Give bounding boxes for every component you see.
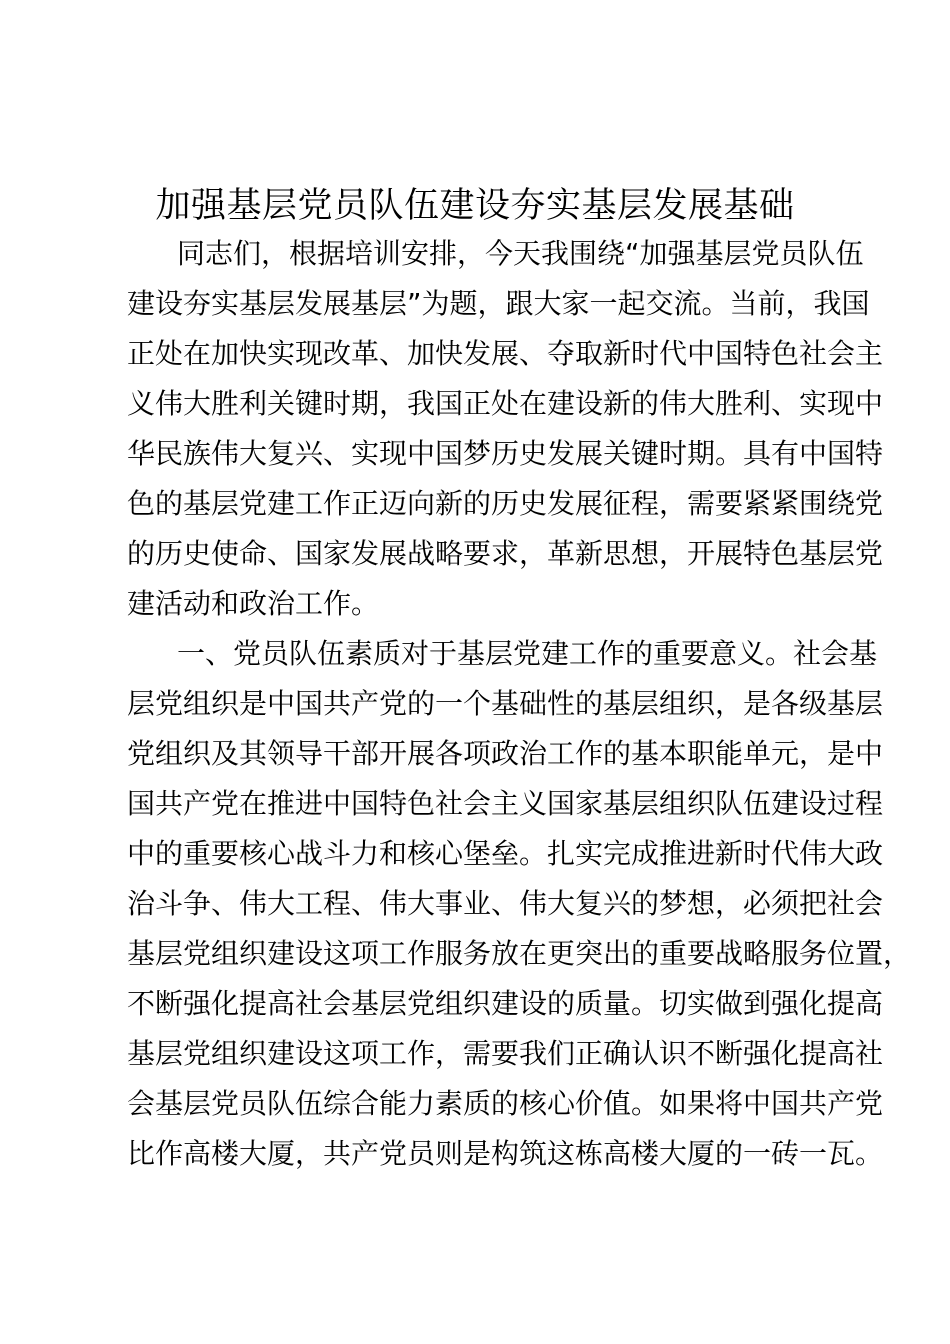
text-line: 中的重要核心战斗力和核心堡垒。扎实完成推进新时代伟大政 — [127, 837, 884, 870]
document-title: 加强基层党员队伍建设夯实基层发展基础 — [155, 186, 795, 226]
text-line: 华民族伟大复兴、实现中国梦历史发展关键时期。具有中国特 — [127, 437, 884, 470]
text-line: 层党组织是中国共产党的一个基础性的基层组织，是各级基层 — [127, 687, 884, 720]
text-line: 会基层党员队伍综合能力素质的核心价值。如果将中国共产党 — [127, 1087, 884, 1120]
text-line: 比作高楼大厦，共产党员则是构筑这栋高楼大厦的一砖一瓦。 — [127, 1137, 884, 1170]
text-line: 同志们，根据培训安排，今天我围绕“加强基层党员队伍 — [177, 237, 864, 270]
text-line: 建设夯实基层发展基层”为题，跟大家一起交流。当前，我国 — [127, 287, 870, 320]
text-line: 一、党员队伍素质对于基层党建工作的重要意义。社会基 — [177, 637, 878, 670]
text-line: 党组织及其领导干部开展各项政治工作的基本职能单元，是中 — [127, 737, 884, 770]
text-line: 色的基层党建工作正迈向新的历史发展征程，需要紧紧围绕党 — [127, 487, 884, 520]
text-line: 治斗争、伟大工程、伟大事业、伟大复兴的梦想，必须把社会 — [127, 887, 884, 920]
text-line: 基层党组织建设这项工作服务放在更突出的重要战略服务位置， — [127, 937, 912, 970]
text-line: 不断强化提高社会基层党组织建设的质量。切实做到强化提高 — [127, 987, 884, 1020]
text-line: 的历史使命、国家发展战略要求，革新思想，开展特色基层党 — [127, 537, 884, 570]
text-line: 建活动和政治工作。 — [127, 587, 380, 620]
text-line: 国共产党在推进中国特色社会主义国家基层组织队伍建设过程 — [127, 787, 884, 820]
text-line: 正处在加快实现改革、加快发展、夺取新时代中国特色社会主 — [127, 337, 884, 370]
text-line: 基层党组织建设这项工作，需要我们正确认识不断强化提高社 — [127, 1037, 884, 1070]
text-line: 义伟大胜利关键时期，我国正处在建设新的伟大胜利、实现中 — [127, 387, 884, 420]
